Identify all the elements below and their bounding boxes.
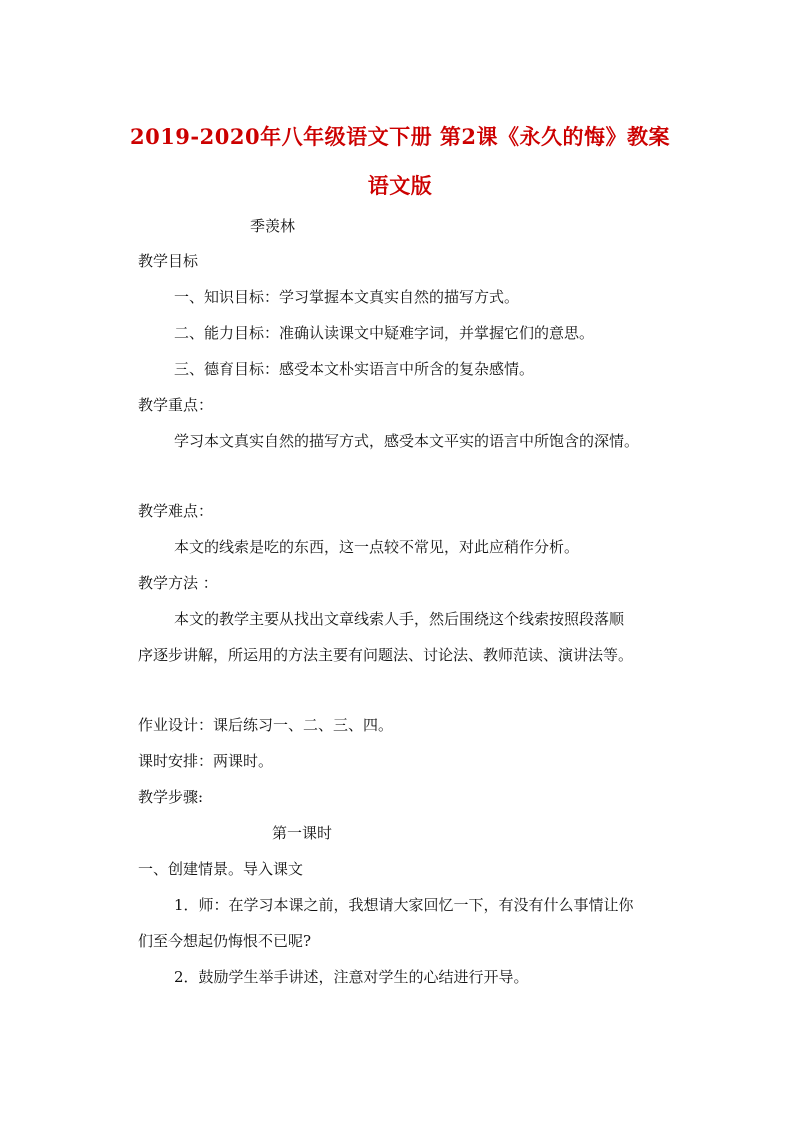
objective-item: 二、能力目标：准确认读课文中疑难字词，并掌握它们的意思。 <box>174 324 595 342</box>
steps-heading: 教学步骤: <box>138 788 204 806</box>
objectives-heading: 教学目标 <box>138 252 199 270</box>
difficulties-text: 本文的线索是吃的东西，这一点较不常见，对此应稍作分析。 <box>174 538 580 556</box>
document-title-line-1: 2019-2020年八年级语文下册 第2课《永久的悔》教案 <box>129 124 671 149</box>
section-item-line-2: 们至今想起仍悔恨不已呢? <box>138 932 312 950</box>
section-item-line-1: 1．师：在学习本课之前，我想请大家回忆一下，有没有什么事情让你 <box>174 896 634 914</box>
document-title-line-2: 语文版 <box>367 173 433 198</box>
methods-text-line-1: 本文的教学主要从找出文章线索人手，然后围绕这个线索按照段落顺 <box>174 610 625 628</box>
objective-item: 一、知识目标：学习掌握本文真实自然的描写方式。 <box>174 288 520 306</box>
difficulties-heading: 教学难点： <box>138 502 214 520</box>
methods-heading: 教学方法 ： <box>138 574 218 592</box>
author-name: 季羡林 <box>250 217 296 235</box>
methods-text-line-2: 序逐步讲解，所运用的方法主要有问题法、讨论法、教师范读、演讲法等。 <box>138 646 634 664</box>
objective-item: 三、德育目标：感受本文朴实语言中所含的复杂感情。 <box>174 360 535 378</box>
section-item-2: 2．鼓励学生举手讲述，注意对学生的心结进行开导。 <box>174 968 529 986</box>
key-points-heading: 教学重点： <box>138 396 214 414</box>
schedule-line: 课时安排：两课时。 <box>138 752 274 770</box>
lesson-title: 第一课时 <box>272 824 333 842</box>
homework-line: 作业设计：课后练习一、二、三、四。 <box>138 716 394 734</box>
section-heading: 一、创建情景。导入课文 <box>138 860 304 878</box>
key-points-text: 学习本文真实自然的描写方式，感受本文平实的语言中所饱含的深情。 <box>174 432 640 450</box>
